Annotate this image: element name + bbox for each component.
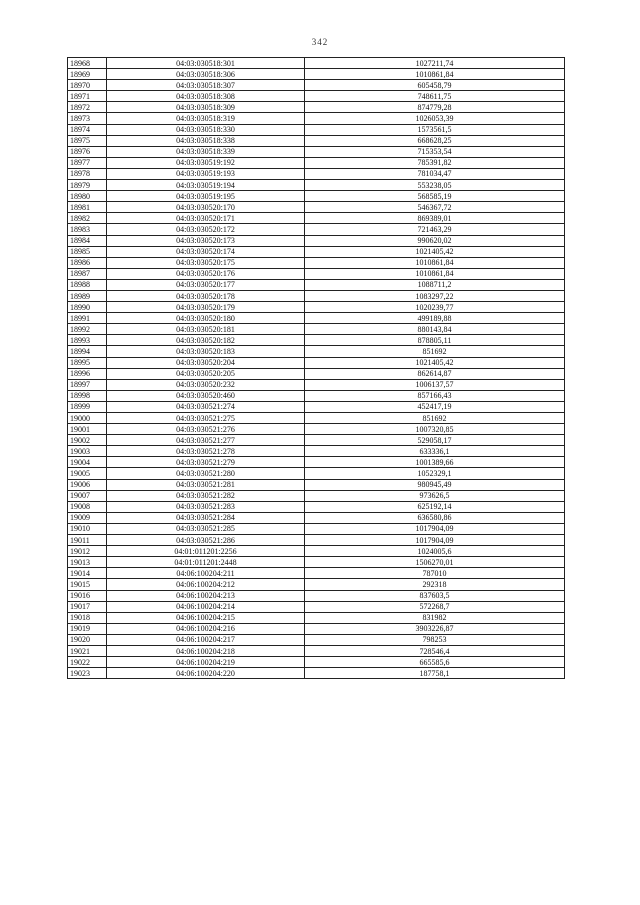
cadastral-number-cell: 04:06:100204:213: [107, 590, 305, 601]
table-row: [68, 202, 565, 213]
cadastral-number-cell: 04:03:030520:179: [107, 302, 305, 313]
cadastral-number-cell: 04:03:030521:284: [107, 512, 305, 523]
row-number-cell: 19016: [68, 590, 107, 601]
row-number-cell: 19012: [68, 546, 107, 557]
cadastral-value-table: [67, 57, 565, 679]
row-number-cell: 18984: [68, 235, 107, 246]
cadastral-value-cell: 837603,5: [305, 590, 565, 601]
cadastral-number-cell: 04:03:030520:183: [107, 346, 305, 357]
row-number-cell: 18980: [68, 191, 107, 202]
table-row: [68, 268, 565, 279]
cadastral-value-cell: 851692: [305, 346, 565, 357]
table-row: [68, 512, 565, 523]
table-row: [68, 102, 565, 113]
table-row: [68, 468, 565, 479]
cadastral-number-cell: 04:06:100204:216: [107, 623, 305, 634]
table-row: [68, 290, 565, 301]
cadastral-number-cell: 04:03:030521:280: [107, 468, 305, 479]
cadastral-number-cell: 04:03:030518:307: [107, 80, 305, 91]
cadastral-number-cell: 04:03:030520:176: [107, 268, 305, 279]
table-row: [68, 390, 565, 401]
cadastral-value-cell: 636580,86: [305, 512, 565, 523]
cadastral-value-cell: 572268,7: [305, 601, 565, 612]
table-row: [68, 135, 565, 146]
table-row: [68, 168, 565, 179]
table-row: [68, 324, 565, 335]
cadastral-number-cell: 04:03:030520:180: [107, 313, 305, 324]
table-row: [68, 357, 565, 368]
cadastral-number-cell: 04:03:030520:205: [107, 368, 305, 379]
table-row: [68, 413, 565, 424]
cadastral-value-cell: 990620,02: [305, 235, 565, 246]
cadastral-value-cell: 1021405,42: [305, 357, 565, 368]
table-row: [68, 435, 565, 446]
cadastral-value-cell: 1026053,39: [305, 113, 565, 124]
table-row: [68, 213, 565, 224]
cadastral-number-cell: 04:03:030520:232: [107, 379, 305, 390]
cadastral-value-cell: 973626,5: [305, 490, 565, 501]
row-number-cell: 19018: [68, 612, 107, 623]
cadastral-value-cell: 1088711,2: [305, 279, 565, 290]
cadastral-number-cell: 04:03:030520:460: [107, 390, 305, 401]
cadastral-number-cell: 04:03:030520:171: [107, 213, 305, 224]
table-row: [68, 91, 565, 102]
cadastral-number-cell: 04:06:100204:218: [107, 645, 305, 656]
table-row: [68, 612, 565, 623]
table-row: [68, 113, 565, 124]
cadastral-number-cell: 04:03:030520:178: [107, 290, 305, 301]
row-number-cell: 18985: [68, 246, 107, 257]
cadastral-number-cell: 04:03:030519:195: [107, 191, 305, 202]
row-number-cell: 18995: [68, 357, 107, 368]
cadastral-number-cell: 04:06:100204:220: [107, 668, 305, 679]
cadastral-value-cell: 625192,14: [305, 501, 565, 512]
table-row: [68, 157, 565, 168]
table-row: [68, 623, 565, 634]
row-number-cell: 18982: [68, 213, 107, 224]
cadastral-value-cell: 1001389,66: [305, 457, 565, 468]
cadastral-value-cell: 798253: [305, 634, 565, 645]
row-number-cell: 19023: [68, 668, 107, 679]
cadastral-value-cell: 546367,72: [305, 202, 565, 213]
row-number-cell: 18987: [68, 268, 107, 279]
row-number-cell: 18983: [68, 224, 107, 235]
cadastral-number-cell: 04:03:030519:194: [107, 180, 305, 191]
table-row: [68, 668, 565, 679]
row-number-cell: 18971: [68, 91, 107, 102]
cadastral-number-cell: 04:03:030521:281: [107, 479, 305, 490]
cadastral-number-cell: 04:06:100204:219: [107, 657, 305, 668]
row-number-cell: 18996: [68, 368, 107, 379]
table-row: [68, 401, 565, 412]
cadastral-value-cell: 187758,1: [305, 668, 565, 679]
cadastral-value-cell: 785391,82: [305, 157, 565, 168]
row-number-cell: 18998: [68, 390, 107, 401]
row-number-cell: 19021: [68, 645, 107, 656]
cadastral-value-cell: 721463,29: [305, 224, 565, 235]
row-number-cell: 18976: [68, 146, 107, 157]
row-number-cell: 18986: [68, 257, 107, 268]
cadastral-value-cell: 715353,54: [305, 146, 565, 157]
cadastral-value-cell: 781034,47: [305, 168, 565, 179]
table-row: [68, 590, 565, 601]
cadastral-number-cell: 04:03:030521:274: [107, 401, 305, 412]
cadastral-value-cell: 1017904,09: [305, 535, 565, 546]
row-number-cell: 19015: [68, 579, 107, 590]
cadastral-number-cell: 04:03:030518:301: [107, 58, 305, 69]
row-number-cell: 19001: [68, 424, 107, 435]
table-row: [68, 579, 565, 590]
table-row: [68, 657, 565, 668]
row-number-cell: 19006: [68, 479, 107, 490]
table-row: [68, 224, 565, 235]
cadastral-value-cell: 787010: [305, 568, 565, 579]
cadastral-value-cell: 880143,84: [305, 324, 565, 335]
cadastral-value-cell: 728546,4: [305, 645, 565, 656]
cadastral-value-cell: 529058,17: [305, 435, 565, 446]
table-row: [68, 424, 565, 435]
table-row: [68, 180, 565, 191]
table-row: [68, 346, 565, 357]
table-row: [68, 634, 565, 645]
row-number-cell: 19014: [68, 568, 107, 579]
cadastral-value-cell: 878805,11: [305, 335, 565, 346]
table-row: [68, 557, 565, 568]
cadastral-value-cell: 605458,79: [305, 80, 565, 91]
row-number-cell: 18990: [68, 302, 107, 313]
cadastral-number-cell: 04:03:030518:330: [107, 124, 305, 135]
cadastral-value-cell: 633336,1: [305, 446, 565, 457]
cadastral-number-cell: 04:03:030521:283: [107, 501, 305, 512]
table-row: [68, 146, 565, 157]
table-row: [68, 257, 565, 268]
cadastral-value-cell: 748611,75: [305, 91, 565, 102]
cadastral-value-cell: 869389,01: [305, 213, 565, 224]
row-number-cell: 19013: [68, 557, 107, 568]
row-number-cell: 19002: [68, 435, 107, 446]
cadastral-number-cell: 04:03:030520:172: [107, 224, 305, 235]
cadastral-number-cell: 04:03:030521:279: [107, 457, 305, 468]
row-number-cell: 19022: [68, 657, 107, 668]
table-row: [68, 568, 565, 579]
cadastral-value-cell: 1506270,01: [305, 557, 565, 568]
row-number-cell: 18978: [68, 168, 107, 179]
cadastral-value-cell: 851692: [305, 413, 565, 424]
cadastral-number-cell: 04:03:030518:309: [107, 102, 305, 113]
cadastral-number-cell: 04:06:100204:215: [107, 612, 305, 623]
row-number-cell: 19008: [68, 501, 107, 512]
cadastral-value-cell: 1010861,84: [305, 257, 565, 268]
cadastral-number-cell: 04:03:030518:308: [107, 91, 305, 102]
row-number-cell: 19020: [68, 634, 107, 645]
row-number-cell: 19009: [68, 512, 107, 523]
cadastral-number-cell: 04:03:030520:173: [107, 235, 305, 246]
cadastral-number-cell: 04:06:100204:212: [107, 579, 305, 590]
table-row: [68, 69, 565, 80]
table-row: [68, 479, 565, 490]
cadastral-number-cell: 04:03:030521:276: [107, 424, 305, 435]
cadastral-number-cell: 04:03:030520:175: [107, 257, 305, 268]
cadastral-value-cell: 553238,05: [305, 180, 565, 191]
cadastral-number-cell: 04:06:100204:217: [107, 634, 305, 645]
row-number-cell: 19019: [68, 623, 107, 634]
table-row: [68, 246, 565, 257]
cadastral-value-cell: 1010861,84: [305, 268, 565, 279]
cadastral-number-cell: 04:03:030521:278: [107, 446, 305, 457]
cadastral-number-cell: 04:06:100204:214: [107, 601, 305, 612]
cadastral-number-cell: 04:03:030518:338: [107, 135, 305, 146]
cadastral-number-cell: 04:06:100204:211: [107, 568, 305, 579]
row-number-cell: 18997: [68, 379, 107, 390]
table-row: [68, 313, 565, 324]
cadastral-number-cell: 04:03:030521:282: [107, 490, 305, 501]
cadastral-value-cell: 1083297,22: [305, 290, 565, 301]
cadastral-number-cell: 04:03:030521:286: [107, 535, 305, 546]
row-number-cell: 18979: [68, 180, 107, 191]
cadastral-number-cell: 04:03:030520:177: [107, 279, 305, 290]
cadastral-value-cell: 1006137,57: [305, 379, 565, 390]
cadastral-number-cell: 04:03:030521:285: [107, 523, 305, 534]
row-number-cell: 18974: [68, 124, 107, 135]
row-number-cell: 18988: [68, 279, 107, 290]
cadastral-value-cell: 568585,19: [305, 191, 565, 202]
cadastral-value-cell: 1010861,84: [305, 69, 565, 80]
row-number-cell: 18975: [68, 135, 107, 146]
row-number-cell: 18968: [68, 58, 107, 69]
row-number-cell: 19000: [68, 413, 107, 424]
table-row: [68, 335, 565, 346]
cadastral-value-cell: 980945,49: [305, 479, 565, 490]
row-number-cell: 18969: [68, 69, 107, 80]
row-number-cell: 18992: [68, 324, 107, 335]
table-row: [68, 601, 565, 612]
cadastral-number-cell: 04:03:030520:204: [107, 357, 305, 368]
cadastral-number-cell: 04:03:030518:319: [107, 113, 305, 124]
cadastral-value-cell: 1007320,85: [305, 424, 565, 435]
table-body: [68, 58, 565, 679]
table-row: [68, 535, 565, 546]
table-row: [68, 490, 565, 501]
page-number: 342: [311, 37, 329, 47]
table-row: [68, 501, 565, 512]
cadastral-number-cell: 04:03:030520:181: [107, 324, 305, 335]
cadastral-value-cell: 499189,88: [305, 313, 565, 324]
row-number-cell: 18991: [68, 313, 107, 324]
cadastral-value-cell: 292318: [305, 579, 565, 590]
row-number-cell: 18981: [68, 202, 107, 213]
cadastral-number-cell: 04:03:030519:193: [107, 168, 305, 179]
cadastral-number-cell: 04:01:011201:2448: [107, 557, 305, 568]
table-row: [68, 523, 565, 534]
row-number-cell: 18972: [68, 102, 107, 113]
cadastral-number-cell: 04:03:030521:277: [107, 435, 305, 446]
row-number-cell: 19007: [68, 490, 107, 501]
cadastral-value-cell: 874779,28: [305, 102, 565, 113]
table-row: [68, 302, 565, 313]
row-number-cell: 19004: [68, 457, 107, 468]
table-row: [68, 379, 565, 390]
cadastral-value-cell: 1052329,1: [305, 468, 565, 479]
cadastral-value-cell: 1573561,5: [305, 124, 565, 135]
table-row: [68, 368, 565, 379]
cadastral-value-cell: 1024005,6: [305, 546, 565, 557]
cadastral-value-cell: 857166,43: [305, 390, 565, 401]
row-number-cell: 18977: [68, 157, 107, 168]
cadastral-number-cell: 04:03:030518:339: [107, 146, 305, 157]
cadastral-number-cell: 04:03:030521:275: [107, 413, 305, 424]
row-number-cell: 19011: [68, 535, 107, 546]
table-row: [68, 235, 565, 246]
cadastral-value-cell: 831982: [305, 612, 565, 623]
table-row: [68, 457, 565, 468]
cadastral-number-cell: 04:03:030520:182: [107, 335, 305, 346]
row-number-cell: 19005: [68, 468, 107, 479]
cadastral-value-cell: 862614,87: [305, 368, 565, 379]
cadastral-value-cell: 3903226,87: [305, 623, 565, 634]
table-row: [68, 191, 565, 202]
table-row: [68, 279, 565, 290]
row-number-cell: 18973: [68, 113, 107, 124]
cadastral-value-cell: 1020239,77: [305, 302, 565, 313]
cadastral-number-cell: 04:03:030520:170: [107, 202, 305, 213]
row-number-cell: 18999: [68, 401, 107, 412]
cadastral-value-cell: 1027211,74: [305, 58, 565, 69]
cadastral-value-cell: 1021405,42: [305, 246, 565, 257]
cadastral-number-cell: 04:03:030520:174: [107, 246, 305, 257]
table-row: [68, 58, 565, 69]
cadastral-value-cell: 452417,19: [305, 401, 565, 412]
cadastral-number-cell: 04:03:030519:192: [107, 157, 305, 168]
row-number-cell: 18993: [68, 335, 107, 346]
table-row: [68, 645, 565, 656]
table-row: [68, 546, 565, 557]
table-row: [68, 80, 565, 91]
table-row: [68, 124, 565, 135]
row-number-cell: 18970: [68, 80, 107, 91]
row-number-cell: 18989: [68, 290, 107, 301]
cadastral-value-cell: 668628,25: [305, 135, 565, 146]
row-number-cell: 19010: [68, 523, 107, 534]
row-number-cell: 19017: [68, 601, 107, 612]
row-number-cell: 19003: [68, 446, 107, 457]
row-number-cell: 18994: [68, 346, 107, 357]
table-row: [68, 446, 565, 457]
cadastral-number-cell: 04:03:030518:306: [107, 69, 305, 80]
cadastral-number-cell: 04:01:011201:2256: [107, 546, 305, 557]
cadastral-value-cell: 1017904,09: [305, 523, 565, 534]
cadastral-value-cell: 665585,6: [305, 657, 565, 668]
